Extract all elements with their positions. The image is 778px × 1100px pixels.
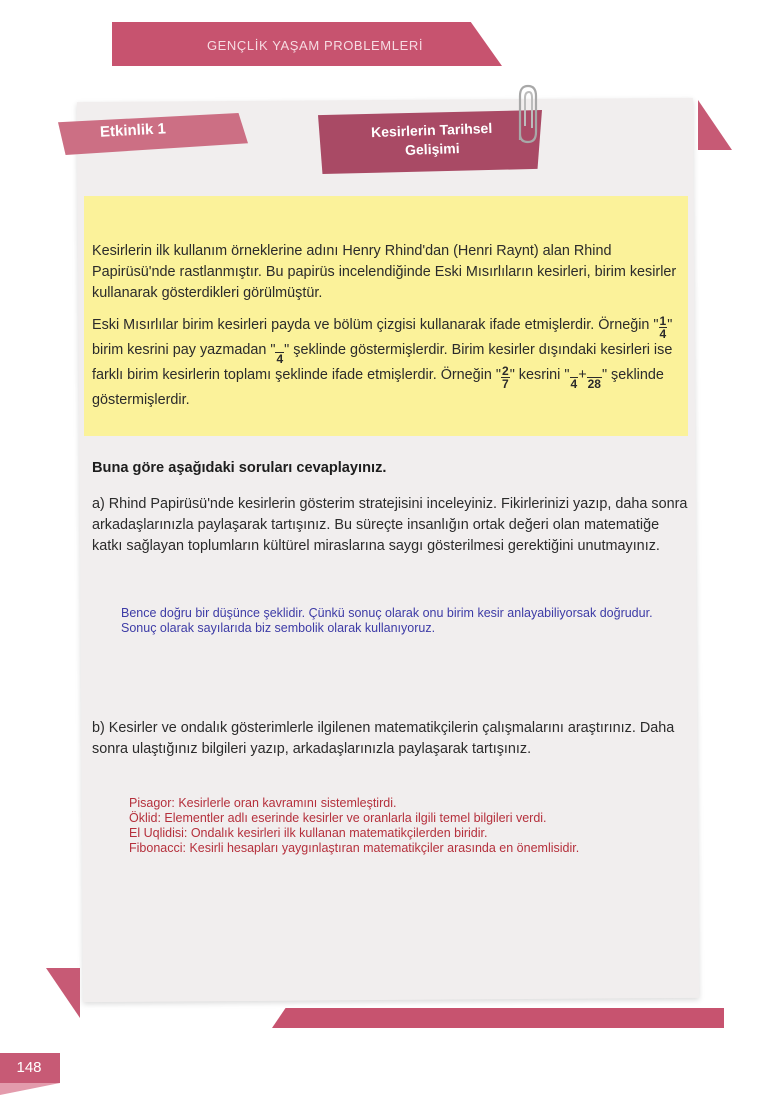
info-text-part: Eski Mısırlılar birim kesirleri payda ve bölüm çizgisi kullanarak ifade etmişlerdir. Örneğin " <box>92 317 659 333</box>
answer-b <box>129 796 669 856</box>
info-text-part: " birim kesrini pay yazmadan " <box>92 317 673 358</box>
page-number: 148 <box>16 1059 42 1076</box>
info-text-part: " şeklinde göstermişlerdir. Birim kesirler dışındaki kesirleri ise farklı birim kesirlerin toplamı şeklinde ifade etmişlerdir. Örneğin " <box>92 342 673 383</box>
paperclip-icon <box>508 82 542 148</box>
fraction-two-sevenths <box>501 365 510 390</box>
page-corner <box>0 1083 60 1095</box>
info-text-part: " kesrini " <box>509 367 570 383</box>
info-text <box>92 241 682 411</box>
answer-b-line: Pisagor: Kesirlerle oran kavramını sistemleştirdi. <box>129 796 397 810</box>
activity-tag-label: Etkinlik 1 <box>99 120 167 141</box>
fraction-denominator: 4 <box>570 377 578 391</box>
fraction-numerator: 1 <box>659 314 667 328</box>
activity-title-line2: Gelişimi <box>404 140 460 158</box>
fraction-denominator: 4 <box>276 352 284 366</box>
questions-title: Buna göre aşağıdaki soruları cevaplayınız. <box>92 460 387 476</box>
question-b: b) Kesirler ve ondalık gösterimlerle ilgilenen matematikçilerin çalışmalarını araştırınız. Daha sonra ulaştığınız bilgileri yazıp, arkadaşlarınızla paylaşarak tartışınız. <box>92 720 675 757</box>
corner-flag-left <box>46 968 80 1018</box>
info-paragraph-1: Kesirlerin ilk kullanım örneklerine adını Henry Rhind'dan (Henri Raynt) alan Rhind Papirüsü'nde rastlanmıştır. Bu papirüs incelendiğinde Eski Mısırlıların kesirleri, birim kesirler kullanarak gösterdikleri görülmüştür. <box>92 243 677 301</box>
question-a: a) Rhind Papirüsü'nde kesirlerin gösterim stratejisini inceleyiniz. Fikirlerinizi yazıp, daha sonra arkadaşlarınızla paylaşarak tartışınız. Bu süreçte insanlığın ortak değeri olan matematiğe katkı sağlayan toplumların kültürel miraslarına saygı gösterilmesi gerektiğini unutmayınız. <box>92 496 688 554</box>
info-text-part: " şeklinde göstermişlerdir. <box>92 367 664 408</box>
fraction-egyptian-quarter <box>275 343 284 365</box>
info-paragraph-2 <box>92 315 682 411</box>
answer-b-line: Öklid: Elementler adlı eserinde kesirler ve oranlarla ilgili temel bilgileri verdi. <box>129 811 547 825</box>
plus-sign: + <box>578 367 587 383</box>
fraction-one-quarter <box>659 315 668 340</box>
bottom-band <box>272 1008 724 1028</box>
answer-b-line: El Uqlidisi: Ondalık kesirleri ilk kullanan matematikçilerden biridir. <box>129 826 488 840</box>
answer-b-line: Fibonacci: Kesirli hesapları yaygınlaştıran matematikçiler arasında en önemlisidir. <box>129 841 580 855</box>
header-title: GENÇLİK YAŞAM PROBLEMLERİ <box>206 38 424 53</box>
fraction-numerator: 2 <box>502 364 509 378</box>
fraction-denominator: 7 <box>502 377 509 391</box>
fraction-denominator: 28 <box>587 377 601 391</box>
answer-a: Bence doğru bir düşünce şeklidir. Çünkü sonuç olarak onu birim kesir anlayabiliyorsak doğrudur. Sonuç olarak sayılarıda biz sembolik olarak kullanıyoruz. <box>121 606 653 635</box>
fraction-egyptian-28th <box>587 368 602 390</box>
activity-title <box>331 118 532 163</box>
fraction-egyptian-fourth <box>570 368 579 390</box>
corner-flag-right <box>698 100 732 150</box>
fraction-denominator: 4 <box>659 327 667 341</box>
activity-title-line1: Kesirlerin Tarihsel <box>370 119 493 141</box>
